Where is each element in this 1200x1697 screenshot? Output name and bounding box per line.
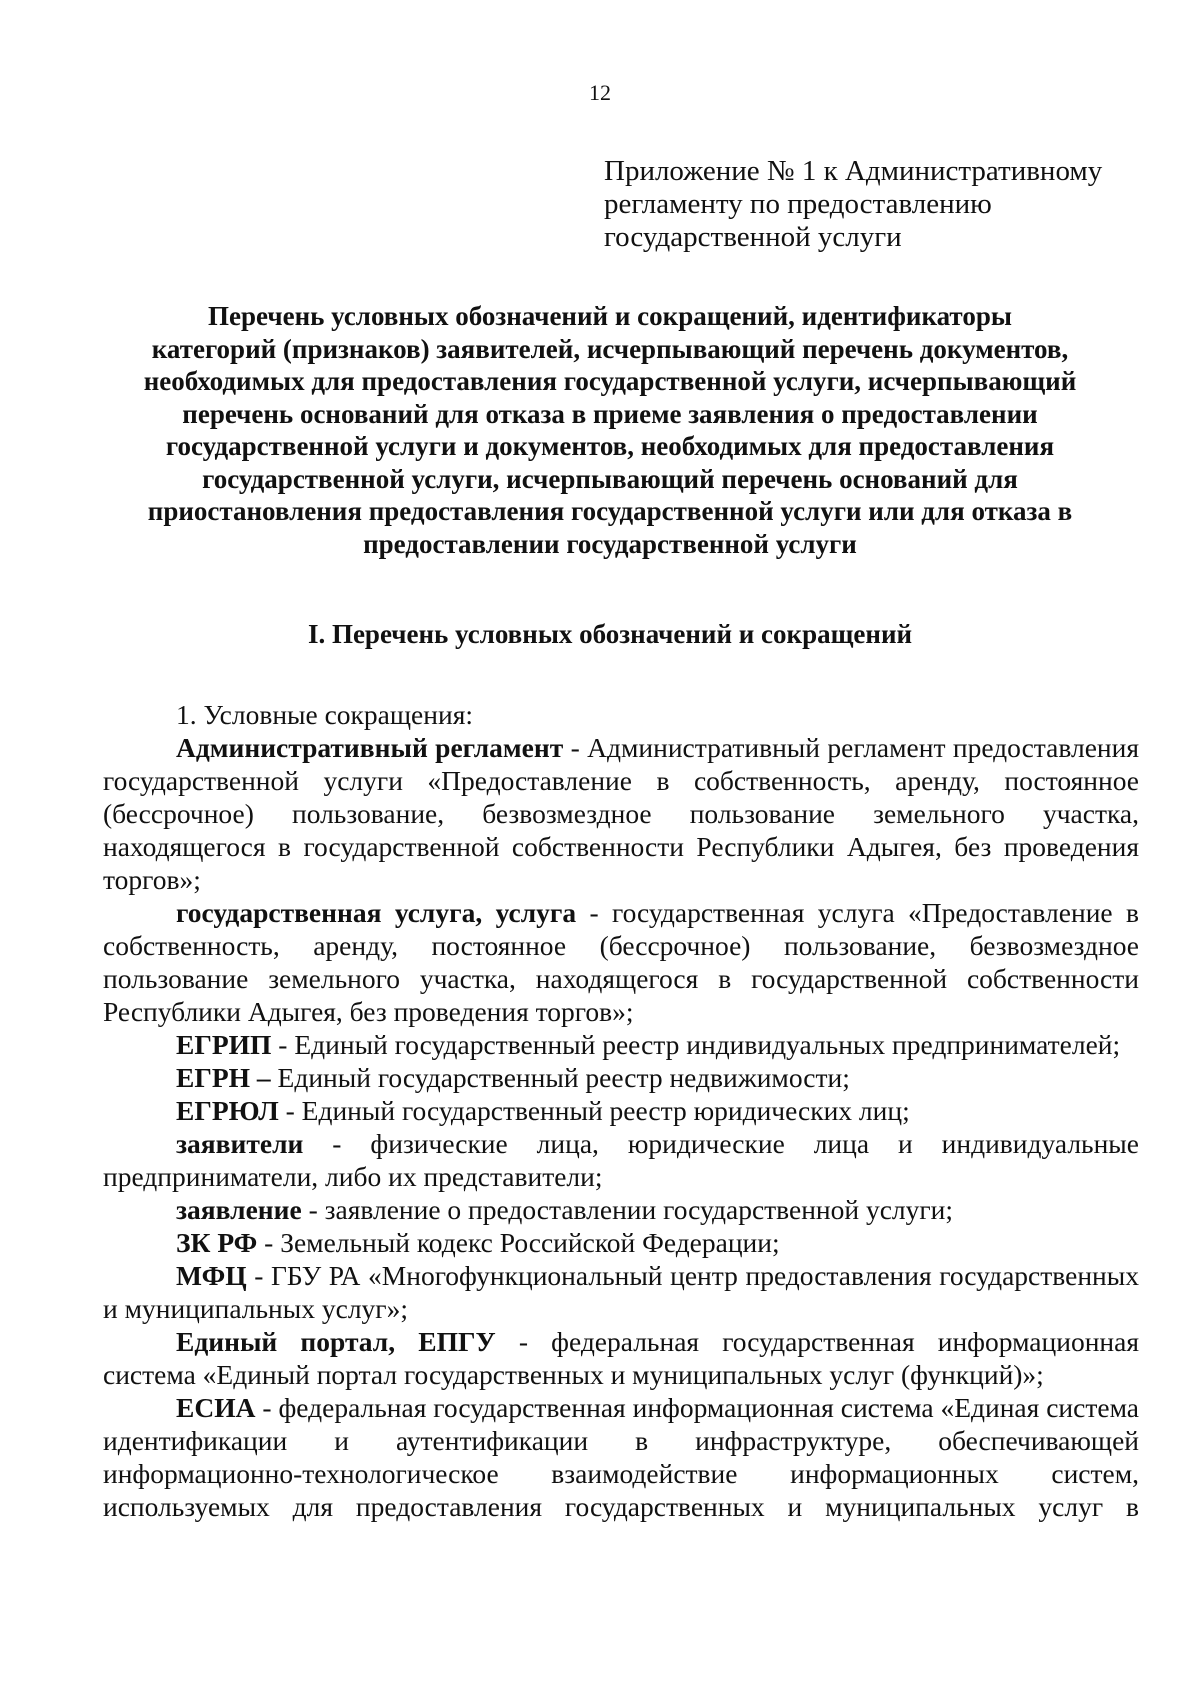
definition-text: заявление о предоставлении государственной услуги; <box>324 1194 954 1225</box>
document-title <box>110 300 1110 560</box>
definition-term: ЕГРИП <box>176 1029 272 1060</box>
definition-separator: - <box>495 1326 552 1357</box>
definitions-body <box>103 698 1139 1523</box>
title-line: предоставлении государственной услуги <box>363 528 857 559</box>
definition-term: ЕСИА <box>176 1392 256 1423</box>
definition-egrul <box>103 1094 1139 1127</box>
title-line: государственной услуги, исчерпывающий перечень оснований для <box>202 463 1018 494</box>
definition-text: федеральная государственная информационная система «Единый портал государственных и муниципальных услуг (функций)»; <box>103 1326 1139 1390</box>
definition-separator: - <box>576 897 613 928</box>
definition-separator: - <box>257 1227 281 1258</box>
subsection-label: 1. Условные сокращения: <box>176 699 473 730</box>
definition-land-code <box>103 1226 1139 1259</box>
appendix-note-line: регламенту по предоставлению <box>604 188 992 220</box>
definition-application <box>103 1193 1139 1226</box>
definition-text: федеральная государственная информационная система «Единая система идентификации и аутентификации в инфраструктуре, обеспечивающей информационно-технологическое взаимодействие информационных систем, используемых для предоставления государственных и муниципальных услуг в <box>103 1392 1139 1522</box>
title-line: категорий (признаков) заявителей, исчерпывающий перечень документов, <box>151 333 1069 364</box>
definition-text: ГБУ РА «Многофункциональный центр предоставления государственных и муниципальных услуг»; <box>103 1260 1139 1324</box>
title-line: Перечень условных обозначений и сокращений, идентификаторы <box>208 301 1012 331</box>
definition-state-service <box>103 896 1139 1028</box>
definition-applicants <box>103 1127 1139 1193</box>
definition-term: Административный регламент <box>176 732 564 763</box>
appendix-note-line: Приложение № 1 к Административному <box>604 155 1103 187</box>
definition-single-portal <box>103 1325 1139 1391</box>
definition-term: Единый портал, ЕПГУ <box>176 1326 496 1357</box>
definition-term: ЗК РФ <box>176 1227 258 1258</box>
definition-egrn <box>103 1061 1139 1094</box>
definition-text: государственная услуга «Предоставление в собственность, аренду, постоянное (бессрочное) пользование, безвозмездное пользование земельного участка, находящегося в государственной собственности Республики Адыгея, без проведения торгов»; <box>103 897 1139 1027</box>
definition-separator: - <box>301 1194 325 1225</box>
definition-mfc <box>103 1259 1139 1325</box>
definition-separator <box>271 1062 278 1093</box>
definition-separator: - <box>563 732 588 763</box>
appendix-note-line: государственной услуги <box>604 221 902 253</box>
definition-separator: - <box>271 1029 295 1060</box>
title-line: перечень оснований для отказа в приеме заявления о предоставлении <box>182 398 1038 429</box>
definition-text: Единый государственный реестр юридических лиц; <box>301 1095 910 1126</box>
definition-text: Единый государственный реестр индивидуальных предпринимателей; <box>294 1029 1121 1060</box>
definition-text: Единый государственный реестр недвижимости; <box>277 1062 850 1093</box>
definition-administrative-regulation <box>103 731 1139 896</box>
title-line: необходимых для предоставления государственной услуги, исчерпывающий <box>143 366 1077 396</box>
definition-esia <box>103 1391 1139 1523</box>
definition-term: МФЦ <box>176 1260 247 1291</box>
definition-egrip <box>103 1028 1139 1061</box>
definition-separator: - <box>303 1128 371 1159</box>
definition-separator: - <box>255 1392 279 1423</box>
appendix-note <box>604 155 1164 254</box>
definition-term: ЕГРЮЛ <box>176 1095 279 1126</box>
definition-text: физические лица, юридические лица и индивидуальные предприниматели, либо их представители; <box>103 1128 1139 1192</box>
definition-term: государственная услуга, услуга <box>176 897 577 928</box>
page-number: 12 <box>589 80 611 105</box>
definition-separator: - <box>278 1095 302 1126</box>
definition-term: заявление <box>176 1194 302 1225</box>
definition-text: Административный регламент предоставления государственной услуги «Предоставление в собственность, аренду, постоянное (бессрочное) пользование, безвозмездное пользование земельного участка, находящегося в государственной собственности Республики Адыгея, без проведения торгов»; <box>103 732 1139 895</box>
definition-separator: - <box>246 1260 271 1291</box>
title-line: государственной услуги и документов, необходимых для предоставления <box>165 431 1055 461</box>
section-heading: I. Перечень условных обозначений и сокращений <box>307 619 913 649</box>
definition-term: ЕГРН – <box>176 1062 271 1093</box>
definition-term: заявители <box>176 1128 304 1159</box>
definition-text: Земельный кодекс Российской Федерации; <box>280 1227 780 1258</box>
title-line: приостановления предоставления государственной услуги или для отказа в <box>147 496 1073 526</box>
